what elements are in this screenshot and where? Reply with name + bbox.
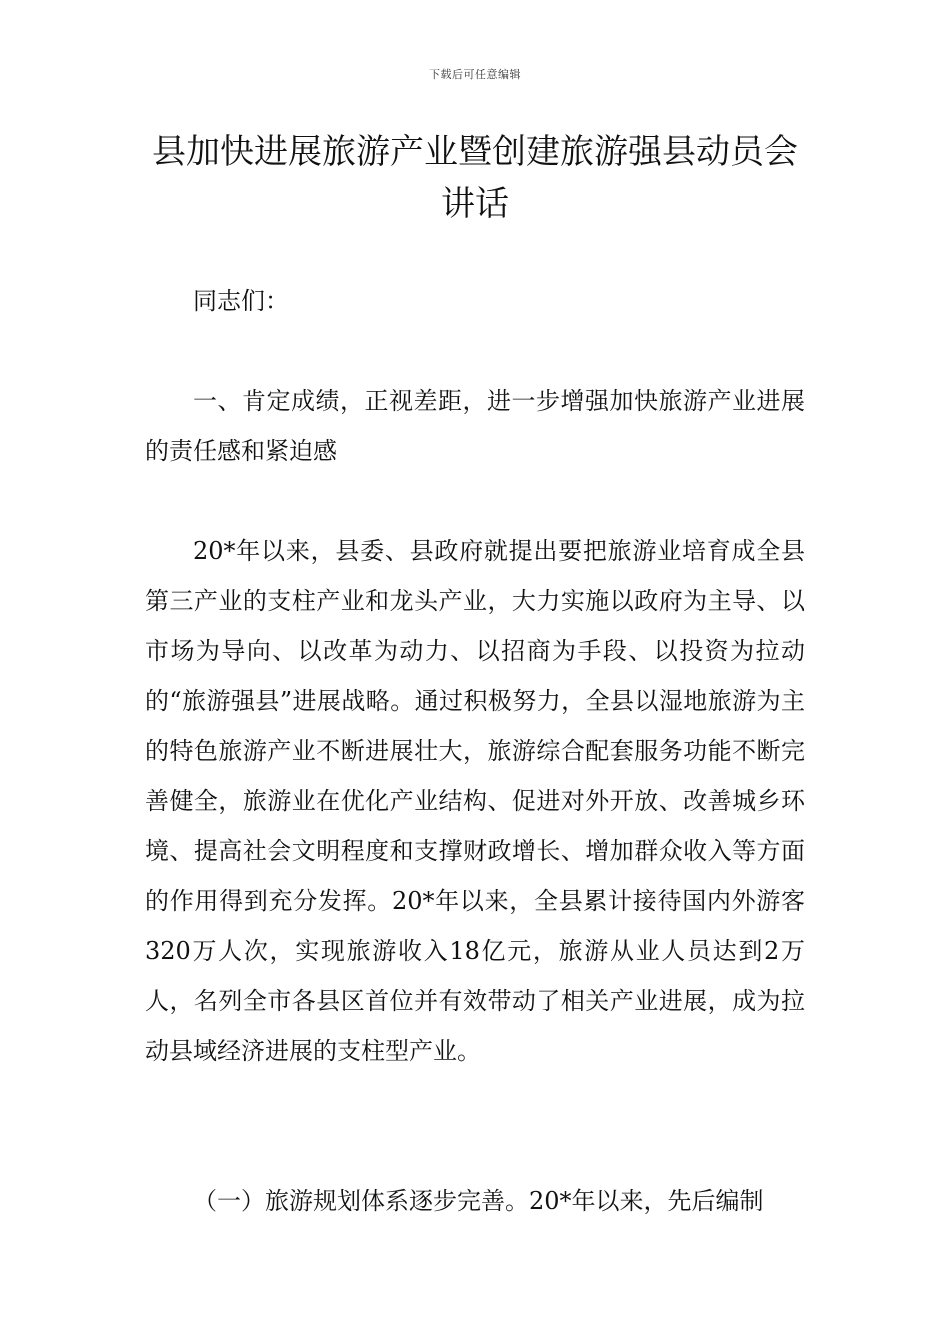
subsection-paragraph: （一）旅游规划体系逐步完善。20*年以来，先后编制 [193, 1187, 764, 1215]
download-note: 下载后可任意编辑 [429, 68, 521, 81]
greeting: 同志们： [193, 287, 289, 315]
document-title: 县加快进展旅游产业暨创建旅游强县动员会讲话 [152, 132, 798, 224]
body-paragraph: 20*年以来，县委、县政府就提出要把旅游业培育成全县第三产业的支柱产业和龙头产业，大力实施以政府为主导、以市场为导向、以改革为动力、以招商为手段、以投资为拉动的“旅游强县”进展战略。通过积极努力，全县以湿地旅游为主的特色旅游产业不断进展壮大，旅游综合配套服务功能不断完善健全，旅游业在优化产业结构、促进对外开放、改善城乡环境、提高社会文明程度和支撑财政增长、增加群众收入等方面的作用得到充分发挥。20*年以来，全县累计接待国内外游客320万人次，实现旅游收入18亿元，旅游从业人员达到2万人，名列全市各县区首位并有效带动了相关产业进展，成为拉动县域经济进展的支柱型产业。 [145, 537, 805, 1065]
section-heading: 一、肯定成绩，正视差距，进一步增强加快旅游产业进展的责任感和紧迫感 [145, 387, 805, 465]
